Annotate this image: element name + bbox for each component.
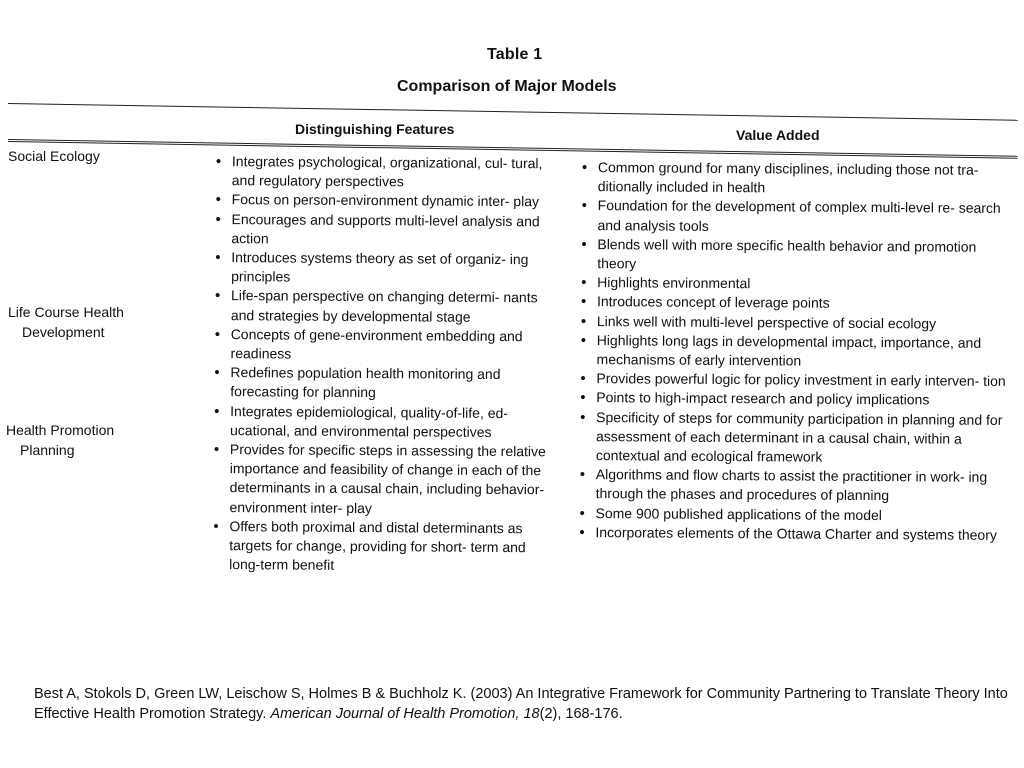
model-health-promotion-planning — [6, 420, 114, 460]
feature-item: • Integrates epidemiological, quality-of-life, ed- ucational, and environmental perspectives — [214, 402, 550, 443]
feature-item: • Life-span perspective on changing determi- nants and strategies by developmental stage — [215, 286, 551, 327]
feature-item: • Offers both proximal and distal determinants as targets for change, providing for short- term and long-term benefit — [213, 517, 549, 577]
features-list — [213, 152, 552, 577]
citation-text: Best A, Stokols D, Green LW, Leischow S, Holmes B & Buchholz K. (2003) An Integrative Framework for Community Partnering to Translate Theory Into Effective Health Promotion Strategy. — [34, 686, 1008, 722]
value-item: • Links well with multi-level perspective of social ecology — [581, 312, 1011, 334]
value-item: • Foundation for the development of complex multi-level re- search and analysis tools — [581, 196, 1011, 237]
value-item: • Algorithms and flow charts to assist the practitioner in work- ing through the phases and procedures of planning — [580, 465, 1010, 506]
citation-journal: American Journal of Health Promotion, 18 — [270, 706, 540, 722]
model-name-line1: Health Promotion — [6, 422, 115, 438]
feature-item: • Provides for specific steps in assessing the relative importance and feasibility of change in each of the determinants in a causal chain, including behavior-environment inter- play — [213, 440, 550, 519]
table-title: Table 1 — [487, 46, 543, 63]
column-header-value-added: Value Added — [736, 127, 820, 143]
model-name-line2: Development — [22, 324, 105, 340]
value-item: • Provides powerful logic for policy investment in early interven- tion — [580, 369, 1010, 391]
value-added-list — [579, 158, 1012, 545]
value-item: • Specificity of steps for community participation in planning and for assessment of each determinant in a causal chain, within a contextual and ecological framework — [580, 408, 1010, 469]
model-life-course-health-development — [8, 302, 124, 342]
value-item: • Highlights environmental — [581, 273, 1011, 295]
model-name-line1: Social Ecology — [8, 148, 100, 164]
feature-item: • Redefines population health monitoring and forecasting for planning — [214, 363, 550, 404]
feature-item: • Integrates psychological, organizational, cul- tural, and regulatory perspectives — [216, 152, 552, 193]
feature-item: • Introduces systems theory as set of organiz- ing principles — [215, 248, 551, 289]
value-item: • Highlights long lags in developmental impact, importance, and mechanisms of early intervention — [581, 331, 1011, 372]
column-header-features: Distinguishing Features — [295, 121, 455, 137]
feature-item: • Encourages and supports multi-level analysis and action — [215, 210, 551, 251]
table-subtitle: Comparison of Major Models — [397, 78, 617, 95]
value-item: • Common ground for many disciplines, including those not tra- ditionally included in health — [582, 158, 1012, 199]
model-name-line2: Planning — [20, 442, 75, 458]
value-item: • Some 900 published applications of the model — [579, 504, 1009, 526]
model-name-line1: Life Course Health — [8, 304, 124, 320]
top-rule — [8, 103, 1018, 121]
feature-item: • Focus on person-environment dynamic inter- play — [216, 190, 552, 212]
value-item: • Incorporates elements of the Ottawa Charter and systems theory — [579, 523, 1009, 545]
model-social-ecology — [8, 146, 100, 166]
citation — [34, 684, 1009, 724]
value-item: • Blends well with more specific health behavior and promotion theory — [581, 235, 1011, 276]
citation-issue: (2), 168-176. — [539, 706, 623, 722]
value-item: • Introduces concept of leverage points — [581, 292, 1011, 314]
feature-item: • Concepts of gene-environment embedding and readiness — [215, 325, 551, 366]
value-item: • Points to high-impact research and policy implications — [580, 388, 1010, 410]
